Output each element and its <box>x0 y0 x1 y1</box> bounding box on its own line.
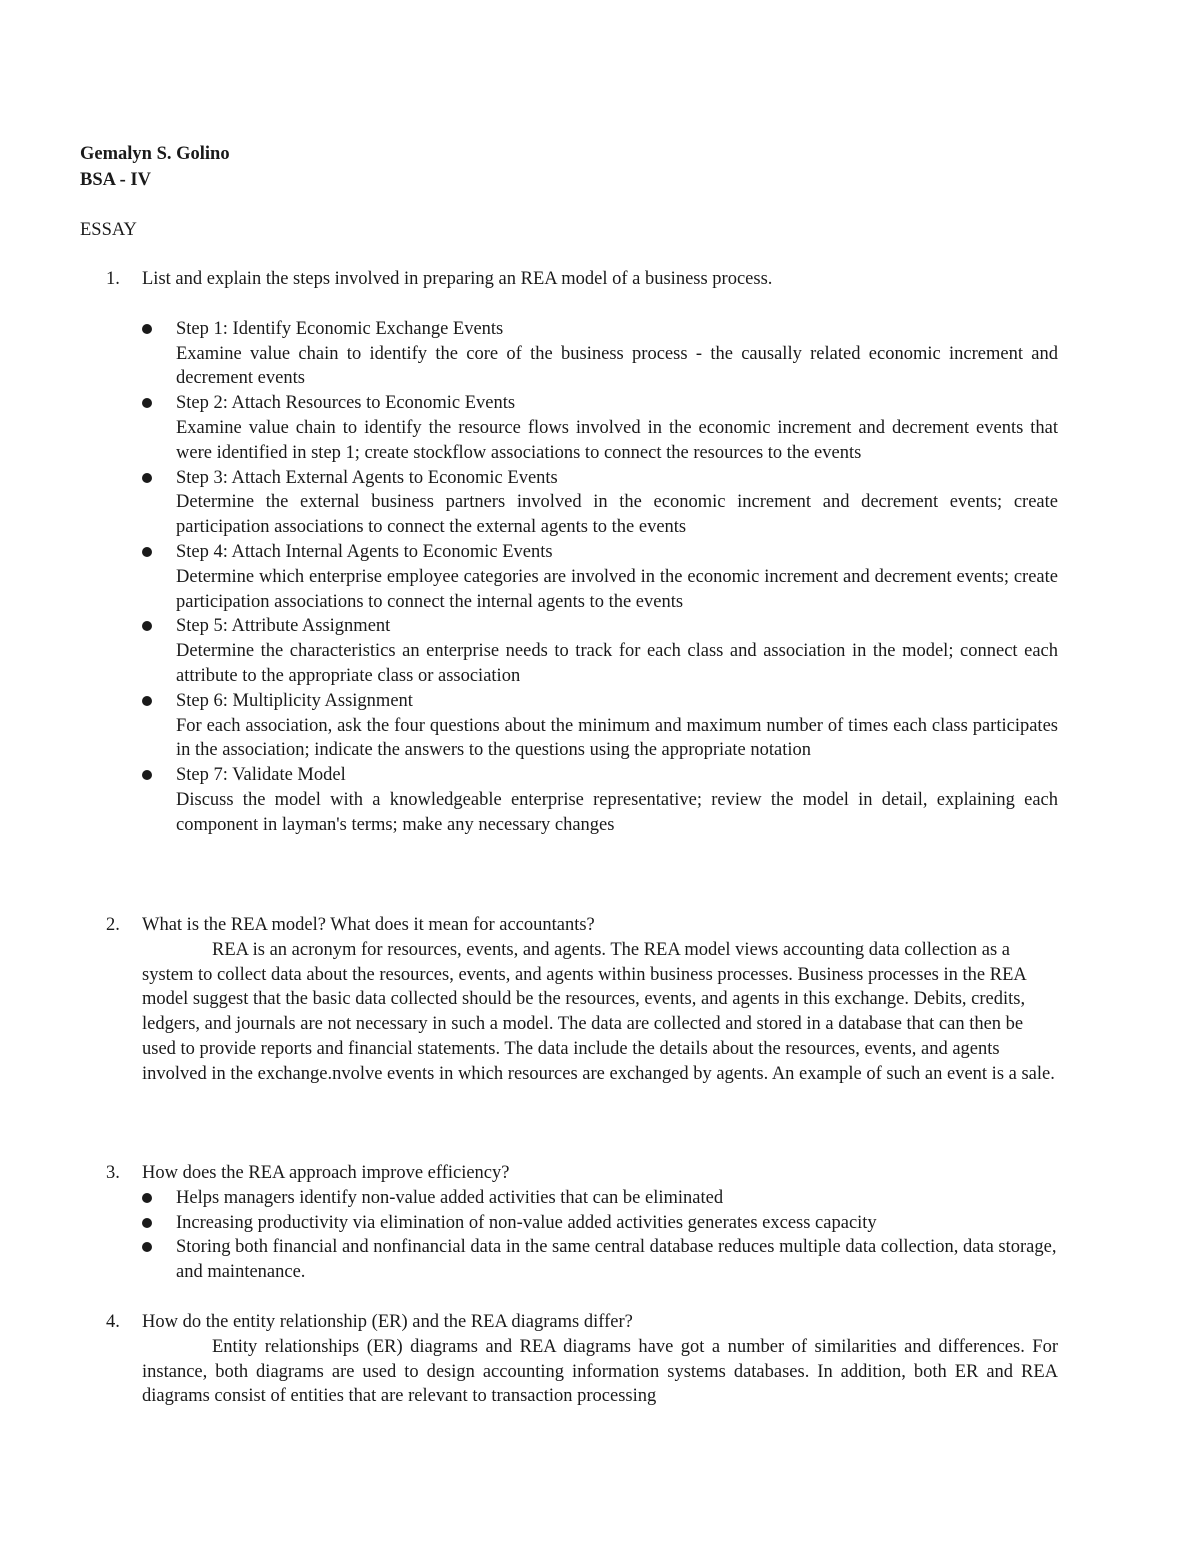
step-body: For each association, ask the four questions about the minimum and maximum number of times each class participates in the association; indicate the answers to the questions using the appropriate notation <box>176 715 1058 761</box>
list-item <box>176 466 1058 540</box>
step-body: Examine value chain to identify the resource flows involved in the economic increment and decrement events that were identified in step 1; create stockflow associations to connect the resources to the events <box>176 417 1058 463</box>
list-item <box>176 540 1058 614</box>
step-title: Step 3: Attach External Agents to Economic Events <box>176 467 558 488</box>
step-title: Step 5: Attribute Assignment <box>176 616 391 637</box>
document-header <box>80 142 230 244</box>
question-number: 3. <box>106 1163 120 1183</box>
point-text: Helps managers identify non-value added activities that can be eliminated <box>176 1187 724 1208</box>
bullet-icon <box>142 1193 152 1203</box>
bullet-icon <box>142 324 152 334</box>
point-text: Increasing productivity via elimination of non-value added activities generates excess capacity <box>176 1212 877 1233</box>
step-title: Step 2: Attach Resources to Economic Events <box>176 393 516 414</box>
bullet-icon <box>142 696 152 706</box>
list-item <box>176 317 1058 391</box>
answer-paragraph <box>142 938 1058 1087</box>
question-2 <box>106 913 1058 1087</box>
bullet-icon <box>142 621 152 631</box>
answer-text: REA is an acronym for resources, events, and agents. The REA model views accounting data collection as a system to collect data about the resources, events, and agents within business processes. Business processes in the REA model suggest that the basic data collected should be the resources, events, and agents in this exchange. Debits, credits, ledgers, and journals are not necessary in such a model. The data are collected and stored in a database that can then be used to provide reports and financial statements. The data include the details about the resources, events, and agents involved in the exchange.nvolve events in which resources are exchanged by agents. An example of such an event is a sale. <box>142 939 1055 1084</box>
bullet-icon <box>142 770 152 780</box>
question-number: 4. <box>106 1312 120 1332</box>
step-title: Step 7: Validate Model <box>176 765 346 786</box>
bullet-icon <box>142 473 152 483</box>
question-number: 1. <box>106 269 120 289</box>
step-title: Step 1: Identify Economic Exchange Events <box>176 318 504 339</box>
step-body: Discuss the model with a knowledgeable enterprise representative; review the model in detail, explaining each component in layman's terms; make any necessary changes <box>176 789 1058 835</box>
step-title: Step 6: Multiplicity Assignment <box>176 690 413 711</box>
question-number: 2. <box>106 915 120 935</box>
answer-text: Entity relationships (ER) diagrams and REA diagrams have got a number of similarities and differences. For instance, both diagrams are used to design accounting information systems databases. In addition, both ER and REA diagrams consist of entities that are relevant to transaction processing <box>142 1336 1058 1407</box>
list-item <box>176 1235 1058 1285</box>
question-3 <box>106 1161 1058 1285</box>
bullet-icon <box>142 398 152 408</box>
step-body: Examine value chain to identify the core of the business process - the causally related economic increment and decrement events <box>176 343 1058 389</box>
bullet-icon <box>142 1242 152 1252</box>
step-body: Determine which enterprise employee categories are involved in the economic increment and decrement events; create participation associations to connect the internal agents to the events <box>176 566 1058 612</box>
question-text: List and explain the steps involved in preparing an REA model of a business process. <box>142 269 773 289</box>
step-body: Determine the characteristics an enterprise needs to track for each class and association in the model; connect each attribute to the appropriate class or association <box>176 641 1058 686</box>
question-4 <box>106 1310 1058 1409</box>
point-text: Storing both financial and nonfinancial data in the same central database reduces multiple data collection, data storage, and maintenance. <box>176 1237 1057 1283</box>
list-item <box>176 391 1058 465</box>
section-title: ESSAY <box>80 220 137 240</box>
bullet-icon <box>142 547 152 557</box>
bullet-icon <box>142 1218 152 1228</box>
question-text: How do the entity relationship (ER) and the REA diagrams differ? <box>142 1312 633 1332</box>
list-item <box>176 689 1058 763</box>
list-item <box>176 763 1058 837</box>
question-text: What is the REA model? What does it mean for accountants? <box>142 915 595 935</box>
step-title: Step 4: Attach Internal Agents to Economic Events <box>176 541 553 562</box>
course-label: BSA - IV <box>80 170 151 190</box>
list-item <box>176 1211 1058 1236</box>
steps-list <box>176 317 1058 838</box>
answer-paragraph <box>142 1335 1058 1409</box>
question-text: How does the REA approach improve efficiency? <box>142 1163 510 1183</box>
list-item <box>176 614 1058 688</box>
question-1 <box>106 267 1058 838</box>
list-item <box>176 1186 1058 1211</box>
author-name: Gemalyn S. Golino <box>80 144 230 164</box>
points-list <box>176 1186 1058 1285</box>
step-body: Determine the external business partners involved in the economic increment and decrement events; create participation associations to connect the external agents to the events <box>176 492 1058 538</box>
